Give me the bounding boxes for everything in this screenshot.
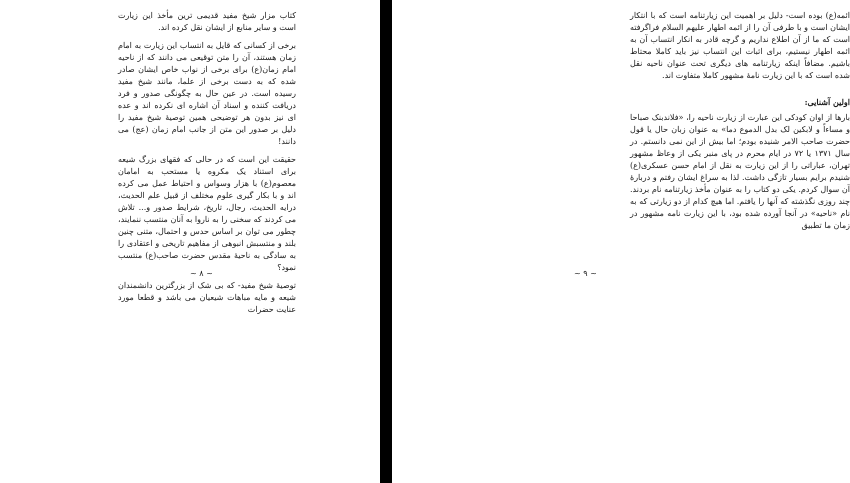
section-heading: اولین آشنایی: — [804, 97, 850, 107]
right-page — [392, 0, 850, 483]
left-page — [0, 0, 380, 483]
book-spine — [380, 0, 392, 483]
right-page-number: ~ ۹ ~ — [574, 269, 597, 278]
paragraph: توصیهٔ شیخ مفید- که بی شک از بزرگترین دانشمندان شیعه و مایه مباهات شیعیان می باشد و قطعا مورد عنایت حضرات — [118, 281, 296, 314]
paragraph: کتاب مزار شیخ مفید قدیمی ترین مأخذ این زیارت است و سایر منابع از ایشان نقل کرده اند. — [118, 11, 296, 32]
paragraph: حقیقت این است که در حالی که فقهای بزرگ شیعه برای استناد یک مکروه یا مستحب به امامان معصوم(ع) با هزار وسواس و احتیاط عمل می کرده اند و با بکار گیری علوم مختلف از قبیل علم الحدیث، درایه الحدیث، رجال، تاریخ، شرایط صدور و... تلاش می کردند که سخنی را به ناروا به آنان منتسب ننمایند، چطور می توان بر اساس حدس و احتمال، متنی چنین بلند و منتسبش انبوهی از مفاهیم تاریخی و اعتقادی را به سادگی به ناحیهٔ مقدس حضرت صاحب(ع) منتسب نمود؟ — [118, 155, 296, 272]
paragraph: ائمه(ع) بوده است- دلیل بر اهمیت این زیارتنامه است که با انتکار ایشان است و با طرفی آن را از ائمه اطهار علیهم السلام فراگرفته است که ما از آن اطلاع نداریم و گرچه قادر به انکار انتساب آن به ائمه اطهار نیستیم، برای اثبات این انتساب نیز باید کاملا محتاط باشیم. مضافاً اینکه زیارتنامه های دیگری تحت عنوان ناحیه نقل شده است که با این زیارت نامهٔ مشهور کاملا متفاوت اند. — [630, 11, 850, 80]
left-page-number: ~ ۸ ~ — [190, 269, 213, 278]
paragraph: بارها از اوان کودکی این عبارت از زیارت ناحیه را، «فلاندبنک صباحا و مساءاً و لابکین لک بدل الدموع دما» به عنوان زبان حال یا قول حضرت صاحب الامر شنیده بودم؛ اما بیش از این نمی دانستم. در سال ۱۳۷۱ یا ۷۲ در ایام محرم در پای منبر یکی از وعاظ مشهور تهران، عباراتی را از این زیارت به نقل از امام حسن عسکری(ع) شنیدم برایم بسیار تازگی داشت. لذا به سراغ ایشان رفتم و دربارهٔ آن سوال کردم. یکی دو کتاب را به عنوان مأخذ زیارتنامه نام بردند. چند روزی نگذشته که آنها را یافتم. اما هیچ کدام از دو زیارتی که به نام «ناحیه» در آنجا آورده شده بود، با این زیارت نامه مشهور در زمان ما تطبیق — [630, 113, 850, 230]
right-page-text — [630, 10, 850, 238]
paragraph: برخی از کسانی که قایل به انتساب این زیارت به امام زمان هستند، آن را متن توقیعی می دانند که از ناحیه امام زمان(ع) برای برخی از نواب خاص ایشان صادر شده که به دست برخی از علما، مانند شیخ مفید رسیده است. در عین حال به چگونگی صدور و فرد دریافت کننده و اسناد آن اشاره ای نکرده اند و عده ای نیز بدون هر توضیحی همین توصیهٔ شیخ مفید را دلیل بر صدور این متن از جانب امام زمان (عج) می دانند! — [118, 41, 296, 146]
